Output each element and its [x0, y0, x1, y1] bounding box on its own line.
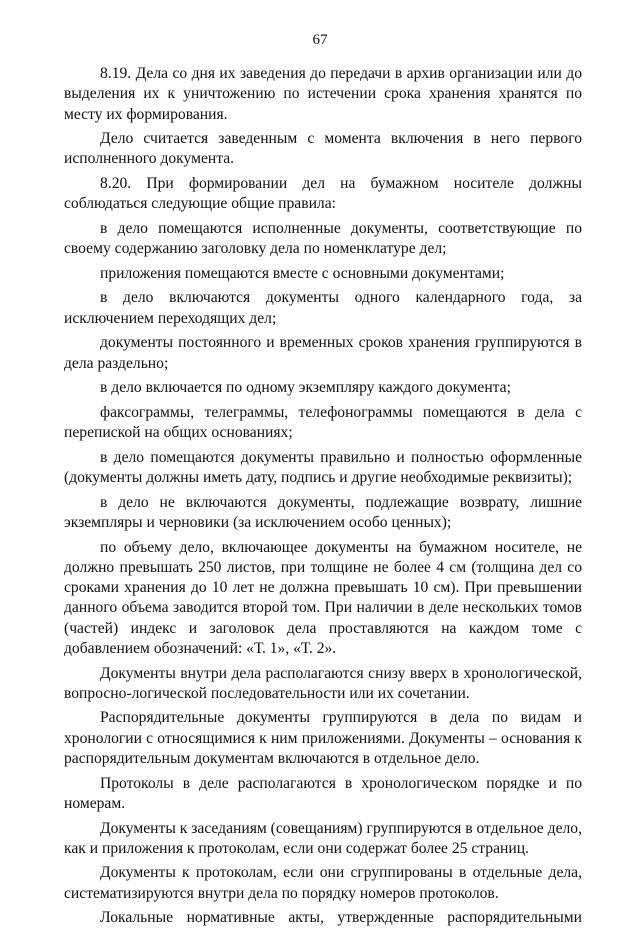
paragraph-administrative-documents: Распорядительные документы группируются в дела по видам и хронологии с относящимися к ним приложениями. Документы – основания к распорядительным документам включаются в отдельное дело. — [64, 709, 582, 768]
rule-retention-grouping: документы постоянного и временных сроков хранения группируются в дела раздельно; — [64, 334, 582, 372]
document-body — [64, 64, 582, 933]
rule-single-copy: в дело включается по одному экземпляру каждого документа; — [100, 379, 511, 397]
paragraph-8-20: 8.20. При формировании дел на бумажном носителе должны соблюдаться следующие общие правила: — [64, 175, 582, 213]
paragraph-protocols: Протоколы в деле располагаются в хронологическом порядке и по номерам. — [64, 774, 582, 812]
rule-attachments: приложения помещаются вместе с основными документами; — [100, 264, 505, 282]
rule-executed-documents: в дело помещаются исполненные документы, соответствующие по своему содержанию заголовку дела по номенклатуре дел; — [64, 219, 582, 258]
rule-excluded-documents: в дело не включаются документы, подлежащие возврату, лишние экземпляры и черновики (за исключением особо ценных); — [64, 493, 582, 531]
rule-volume-limit: по объему дело, включающее документы на бумажном носителе, не должно превышать 250 листов, при толщине не более 4 см (толщина дел со сроками хранения до 10 лет не должна превышать 10 см). При превышении данного объема заводится второй том. При наличии в деле нескольких томов (частей) индекс и заголовок дела проставляются на каждом томе с добавлением обозначений: «Т. 1», «Т. 2». — [64, 538, 582, 657]
rule-properly-formatted: в дело помещаются документы правильно и полностью оформленные (документы должны иметь дату, подпись и другие необходимые реквизиты); — [64, 448, 582, 487]
paragraph-protocol-documents: Документы к протоколам, если они сгруппированы в отдельные дела, систематизируются внутри дела по порядку номеров протоколов. — [64, 864, 582, 902]
paragraph-internal-order: Документы внутри дела располагаются снизу вверх в хронологической, вопросно-логической последовательности или их сочетании. — [64, 664, 582, 702]
rule-faxes-telegrams: факсограммы, телеграммы, телефонограммы помещаются в дела с перепиской на общих основаниях; — [64, 403, 582, 442]
paragraph-8-19: 8.19. Дела со дня их заведения до передачи в архив организации или до выделения их к уничтожению по истечении срока хранения хранятся по месту их формирования. — [64, 65, 582, 123]
page-number: 67 — [312, 32, 328, 48]
paragraph-case-opened: Дело считается заведенным с момента включения в него первого исполненного документа. — [64, 130, 582, 168]
paragraph-local-acts: Локальные нормативные акты, утвержденные распорядительными — [100, 909, 582, 927]
paragraph-meeting-documents: Документы к заседаниям (совещаниям) группируются в отдельное дело, как и приложения к протоколам, если они содержат более 25 страниц. — [64, 819, 582, 857]
rule-calendar-year: в дело включаются документы одного календарного года, за исключением переходящих дел; — [64, 289, 582, 327]
